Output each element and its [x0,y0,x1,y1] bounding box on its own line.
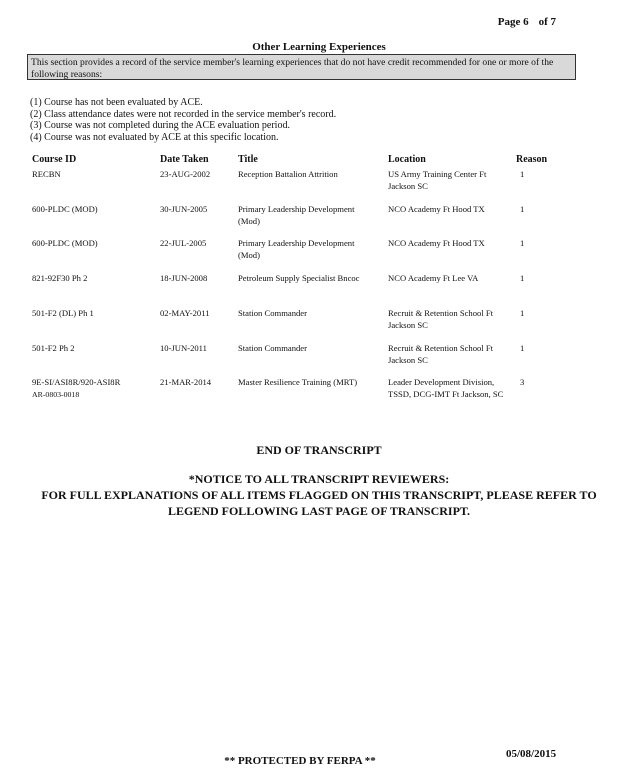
reason-item: (2) Class attendance dates were not recorded in the service member's record. [30,108,337,120]
course-id: 501-F2 (DL) Ph 1 [32,308,94,318]
course-id: 501-F2 Ph 2 [32,343,75,353]
header-title: Title [238,154,258,165]
header-course-id: Course ID [32,154,77,165]
reason: 3 [520,377,525,387]
ace-id: AR-0803-0018 [32,389,80,399]
location: US Army Training Center Ft Jackson SC [388,169,487,191]
reason: 1 [520,343,525,353]
page-label: Page 6 [497,16,529,28]
notice-text-line: LEGEND FOLLOWING LAST PAGE OF TRANSCRIPT. [167,504,471,518]
section-title: Other Learning Experiences [252,41,386,53]
course-id: RECBN [32,169,61,179]
header-reason: Reason [516,154,548,165]
reason: 1 [520,238,525,248]
notice-heading: *NOTICE TO ALL TRANSCRIPT REVIEWERS: [188,472,450,486]
date-taken: 10-JUN-2011 [160,343,207,353]
date-taken: 22-JUL-2005 [160,238,207,248]
course-title: Primary Leadership Development (Mod) [238,238,355,260]
location: NCO Academy Ft Hood TX [388,204,485,214]
date-taken: 18-JUN-2008 [160,273,208,283]
location: Recruit & Retention School Ft Jackson SC [388,308,494,330]
location: NCO Academy Ft Lee VA [388,273,479,283]
reason-item: (1) Course has not been evaluated by ACE. [30,97,203,108]
location: Leader Development Division, TSSD, DCG-IMT Ft Jackson, SC [388,377,504,399]
reason: 1 [520,204,525,214]
course-id-block [32,377,157,400]
notice-block [0,471,638,519]
course-title: Petroleum Supply Specialist Bncoc [238,273,360,283]
course-title: Primary Leadership Development (Mod) [238,204,355,226]
reason-item: (4) Course was not evaluated by ACE at this specific location. [30,131,279,143]
page-number [498,16,556,28]
date-taken: 21-MAR-2014 [160,377,212,387]
course-id: 600-PLDC (MOD) [32,204,98,214]
date-taken: 30-JUN-2005 [160,204,208,214]
header-date-taken: Date Taken [160,154,209,165]
intro-box: This section provides a record of the service member's learning experiences that do not have credit recommended for one or more of the following reasons: [27,54,576,80]
reason-item: (3) Course was not completed during the ACE evaluation period. [30,120,290,132]
course-id: 600-PLDC (MOD) [32,238,98,248]
reason: 1 [520,169,525,179]
location: Recruit & Retention School Ft Jackson SC [388,343,494,365]
page-total: of 7 [538,16,556,28]
course-title: Reception Battalion Attrition [238,169,338,179]
reason: 1 [520,273,525,283]
course-id: 9E-SI/ASI8R/920-ASI8R [32,377,121,387]
ferpa-notice: ** PROTECTED BY FERPA ** [224,755,376,767]
footer-date: 05/08/2015 [506,748,557,760]
course-id: 821-92F30 Ph 2 [32,273,88,283]
notice-text-line: FOR FULL EXPLANATIONS OF ALL ITEMS FLAGGED ON THIS TRANSCRIPT, PLEASE REFER TO [41,488,597,502]
reasons-list [30,97,336,143]
header-location: Location [388,154,426,165]
course-title: Station Commander [238,308,307,318]
reason: 1 [520,308,525,318]
date-taken: 02-MAY-2011 [160,308,210,318]
end-of-transcript: END OF TRANSCRIPT [256,443,382,457]
course-title: Station Commander [238,343,307,353]
location: NCO Academy Ft Hood TX [388,238,485,248]
date-taken: 23-AUG-2002 [160,169,211,179]
course-title: Master Resilience Training (MRT) [238,377,358,387]
